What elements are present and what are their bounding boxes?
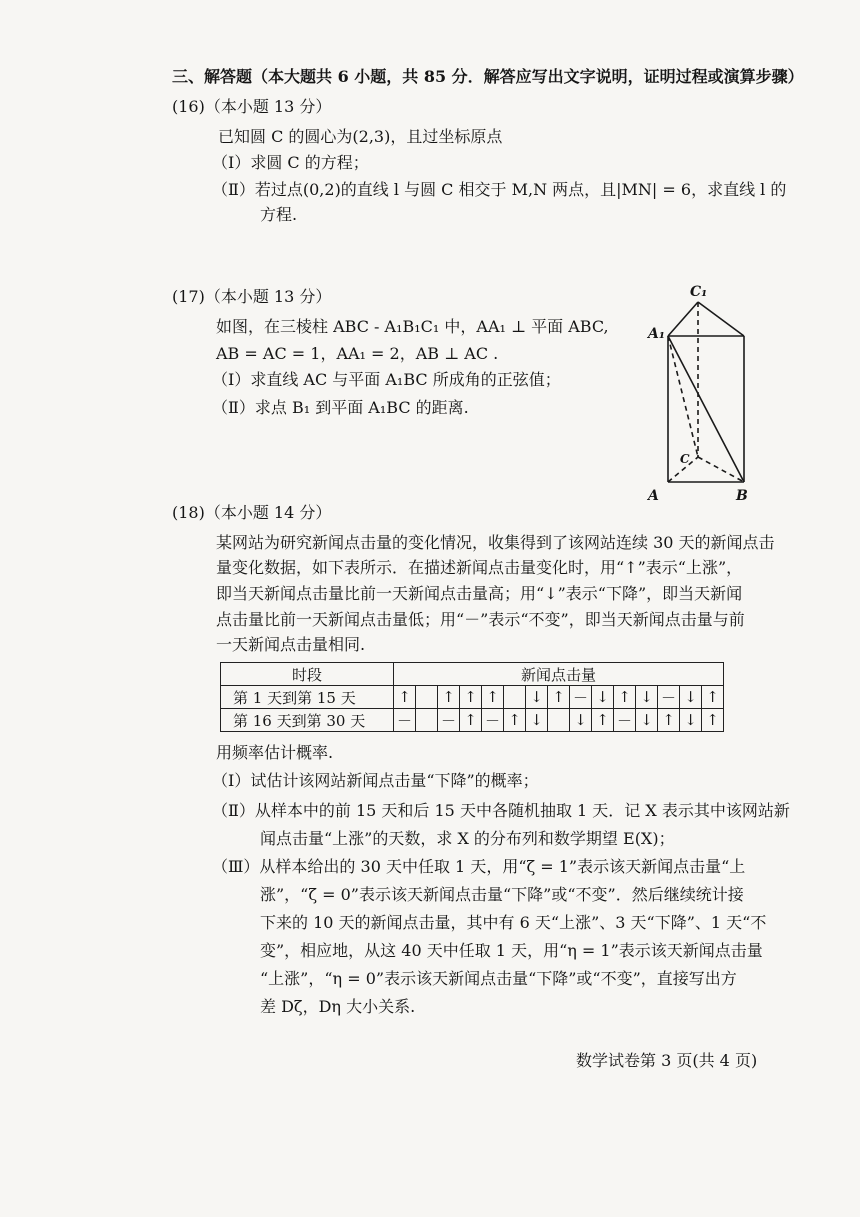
click-change-cell: ↑	[504, 709, 526, 732]
q17-part1: （Ⅰ）求直线 AC 与平面 A₁BC 所成角的正弦值；	[212, 370, 561, 389]
row-period: 第 16 天到第 30 天	[221, 709, 394, 732]
q18-para-line-4: 点击量比前一天新闻点击量低；用“－”表示“不变”，即当天新闻点击量与前	[216, 610, 745, 629]
news-clicks-table	[220, 662, 724, 732]
label-b: B	[736, 488, 748, 504]
click-change-cell: ↑	[460, 686, 482, 709]
click-change-cell: ↑	[702, 686, 724, 709]
click-change-cell	[504, 686, 526, 709]
click-change-cell: ↓	[636, 709, 658, 732]
click-change-cell: －	[570, 686, 592, 709]
q16-part2-line1: （Ⅱ）若过点(0,2)的直线 l 与圆 C 相交于 M,N 两点，且|MN| = 6，求直线 l 的	[212, 180, 787, 199]
q18-para-line-3: 即当天新闻点击量比前一天新闻点击量高；用“↓”表示“下降”，即当天新闻	[216, 584, 743, 603]
label-a1: A₁	[648, 326, 665, 342]
header-clicks: 新闻点击量	[394, 663, 724, 686]
edge-a1c1	[668, 302, 698, 336]
q18-para-line-2: 量变化数据，如下表所示．在描述新闻点击量变化时，用“↑”表示“上涨”，	[216, 558, 743, 577]
click-change-cell: ↓	[526, 686, 548, 709]
q18-para-line-1: 某网站为研究新闻点击量的变化情况，收集得到了该网站连续 30 天的新闻点击	[216, 533, 775, 552]
q18-part3-line4: 变”，相应地，从这 40 天中任取 1 天，用“η = 1”表示该天新闻点击量	[260, 941, 763, 960]
q18-part3-line1: （Ⅲ）从样本给出的 30 天中任取 1 天，用“ζ = 1”表示该天新闻点击量“上	[212, 857, 746, 876]
click-change-cell: ↑	[460, 709, 482, 732]
click-change-cell: ↓	[570, 709, 592, 732]
click-change-cell: ↓	[680, 686, 702, 709]
q17-title: (17)（本小题 13 分）	[172, 287, 332, 306]
click-change-cell	[416, 686, 438, 709]
label-a: A	[648, 488, 659, 504]
click-change-cell: －	[438, 709, 460, 732]
q18-part3-line6: 差 Dζ，Dη 大小关系.	[260, 997, 416, 1016]
prism-diagram	[640, 282, 780, 512]
click-change-cell: ↓	[636, 686, 658, 709]
q18-after-table: 用频率估计概率.	[216, 743, 334, 762]
edge-a1c	[668, 336, 698, 457]
page-footer: 数学试卷第 3 页(共 4 页)	[576, 1051, 758, 1070]
click-change-cell: －	[394, 709, 416, 732]
q18-part3-line5: “上涨”，“η = 0”表示该天新闻点击量“下降”或“不变”，直接写出方	[260, 969, 737, 988]
label-c1: C₁	[690, 284, 708, 300]
q18-part2-line2: 闻点击量“上涨”的天数，求 X 的分布列和数学期望 E(X)；	[260, 829, 675, 848]
q16-part2-line2: 方程.	[260, 205, 298, 224]
click-change-cell: ↓	[526, 709, 548, 732]
click-change-cell: ↓	[592, 686, 614, 709]
click-change-cell: ↑	[658, 709, 680, 732]
q18-part1: （Ⅰ）试估计该网站新闻点击量“下降”的概率；	[212, 771, 539, 790]
q18-part3-line2: 涨”，“ζ = 0”表示该天新闻点击量“下降”或“不变”．然后继续统计接	[260, 885, 744, 904]
click-change-cell: ↑	[702, 709, 724, 732]
q18-part3-line3: 下来的 10 天的新闻点击量，其中有 6 天“上涨”、3 天“下降”、1 天“不	[260, 913, 767, 932]
edge-c1b1	[698, 302, 744, 336]
q17-part2: （Ⅱ）求点 B₁ 到平面 A₁BC 的距离.	[212, 398, 469, 417]
header-period: 时段	[221, 663, 394, 686]
q16-stem: 已知圆 C 的圆心为(2,3)，且过坐标原点	[218, 127, 503, 146]
click-change-cell: ↑	[614, 686, 636, 709]
table-header-row	[221, 663, 724, 686]
q17-stem-line1: 如图，在三棱柱 ABC - A₁B₁C₁ 中，AA₁ ⊥ 平面 ABC,	[216, 317, 609, 336]
click-change-cell: －	[482, 709, 504, 732]
q18-part2-line1: （Ⅱ）从样本中的前 15 天和后 15 天中各随机抽取 1 天．记 X 表示其中该网站新	[212, 801, 790, 820]
click-change-cell	[548, 709, 570, 732]
q18-para-line-5: 一天新闻点击量相同.	[216, 635, 366, 654]
click-change-cell: ↑	[482, 686, 504, 709]
click-change-cell: ↑	[592, 709, 614, 732]
row-period: 第 1 天到第 15 天	[221, 686, 394, 709]
click-change-cell: ↑	[548, 686, 570, 709]
table-row	[221, 709, 724, 732]
click-change-cell	[416, 709, 438, 732]
q16-part1: （Ⅰ）求圆 C 的方程；	[212, 153, 369, 172]
table-row	[221, 686, 724, 709]
q18-title: (18)（本小题 14 分）	[172, 503, 332, 522]
click-change-cell: ↓	[680, 709, 702, 732]
label-c: C	[680, 452, 690, 466]
q16-title: (16)（本小题 13 分）	[172, 97, 332, 116]
click-change-cell: ↑	[438, 686, 460, 709]
click-change-cell: ↑	[394, 686, 416, 709]
click-change-cell: －	[658, 686, 680, 709]
q17-stem-line2: AB = AC = 1，AA₁ = 2，AB ⊥ AC .	[216, 344, 499, 363]
prism-figure	[640, 282, 780, 512]
section-header: 三、解答题（本大题共 6 小题，共 85 分．解答应写出文字说明，证明过程或演算步骤）	[172, 67, 804, 86]
click-change-cell: －	[614, 709, 636, 732]
